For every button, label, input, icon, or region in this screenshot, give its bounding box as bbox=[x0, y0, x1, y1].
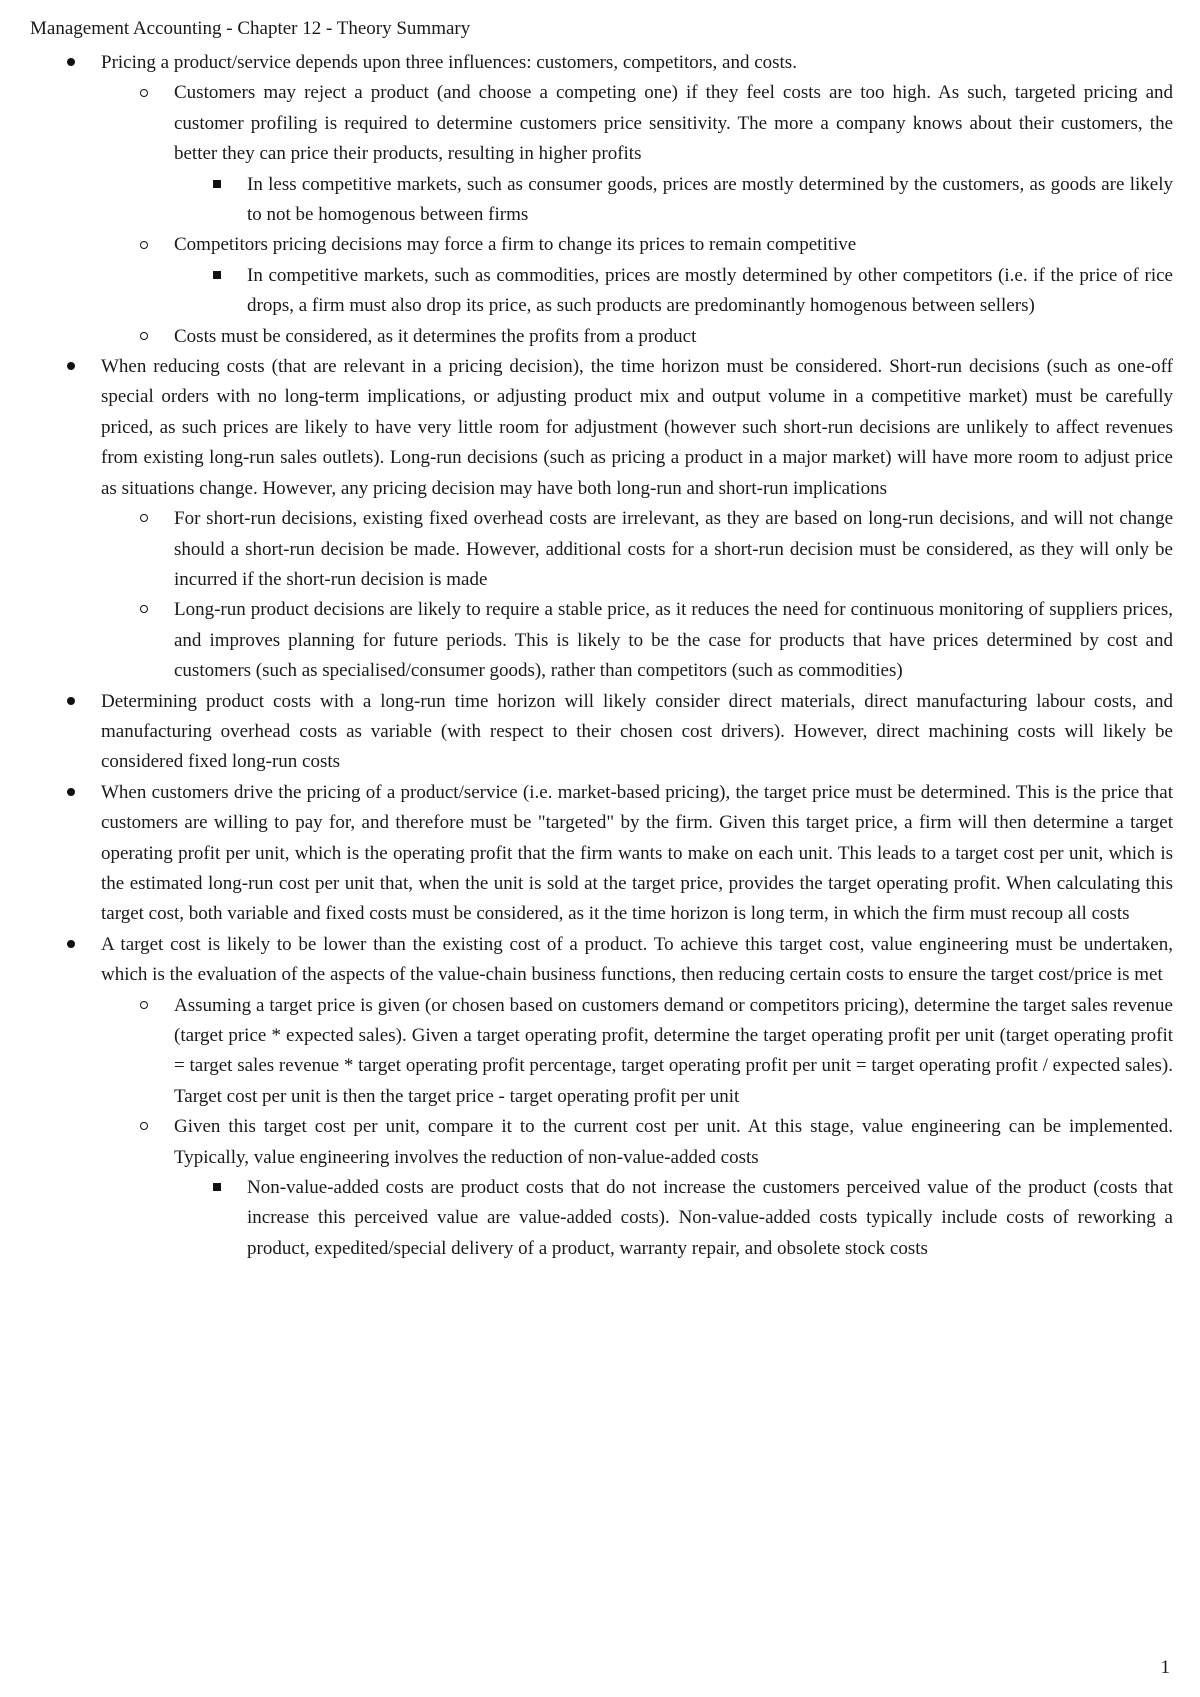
list-item bbox=[174, 322, 1173, 352]
document-title: Management Accounting - Chapter 12 - Theory Summary bbox=[30, 18, 471, 39]
list-item-text: Non-value-added costs are product costs that do not increase the customers perceived value of the product (costs that increase this perceived value are value-added costs). Non-value-added costs typically include costs of reworking a product, expedited/special delivery of a product, warranty repair, and obsolete stock costs bbox=[247, 1177, 1173, 1259]
bullet-circle-icon bbox=[140, 230, 148, 260]
bullet-circle-icon bbox=[140, 78, 148, 108]
list-item-text: Determining product costs with a long-run time horizon will likely consider direct materials, direct manufacturing labour costs, and manufacturing overhead costs as variable (with respect to their chosen cost drivers). However, direct machining costs will likely be considered fixed long-run costs bbox=[101, 690, 1173, 773]
list-item bbox=[174, 991, 1173, 1113]
list-item bbox=[101, 687, 1173, 778]
bullet-list bbox=[0, 48, 1200, 1264]
bullet-circle-icon bbox=[140, 595, 148, 625]
list-item bbox=[101, 352, 1173, 504]
list-item bbox=[174, 595, 1173, 686]
bullet-dot-icon bbox=[67, 930, 75, 960]
bullet-circle-icon bbox=[140, 1112, 148, 1142]
list-item bbox=[174, 78, 1173, 169]
list-item bbox=[247, 261, 1173, 322]
bullet-circle-icon bbox=[140, 504, 148, 534]
list-item-text: A target cost is likely to be lower than the existing cost of a product. To achieve this target cost, value engineering must be undertaken, which is the evaluation of the aspects of the value-chain business functions, then reducing certain costs to ensure the target cost/price is met bbox=[101, 933, 1173, 986]
bullet-square-icon bbox=[213, 170, 221, 200]
bullet-square-icon bbox=[213, 261, 221, 291]
list-item bbox=[101, 930, 1173, 991]
bullet-dot-icon bbox=[67, 778, 75, 808]
list-item bbox=[101, 48, 1173, 78]
list-item bbox=[174, 1112, 1173, 1173]
bullet-dot-icon bbox=[67, 352, 75, 382]
list-item-text: In less competitive markets, such as consumer goods, prices are mostly determined by the customers, as goods are likely to not be homogenous between firms bbox=[247, 173, 1173, 226]
bullet-dot-icon bbox=[67, 687, 75, 717]
list-item-text: Competitors pricing decisions may force a firm to change its prices to remain competitive bbox=[174, 234, 857, 256]
page-number: 1 bbox=[1160, 1657, 1170, 1678]
list-item bbox=[174, 504, 1173, 595]
list-item bbox=[247, 1173, 1173, 1264]
document-body bbox=[0, 48, 1200, 1264]
bullet-circle-icon bbox=[140, 991, 148, 1021]
list-item-text: Assuming a target price is given (or chosen based on customers demand or competitors pricing), determine the target sales revenue (target price * expected sales). Given a target operating profit, determine the target operating profit per unit (target operating profit = target sales revenue * target operating profit percentage, target operating profit per unit = target operating profit / expected sales). Target cost per unit is then the target price - target operating profit per unit bbox=[174, 994, 1173, 1107]
list-item-text: In competitive markets, such as commodities, prices are mostly determined by other competitors (i.e. if the price of rice drops, a firm must also drop its price, as such products are predominantly homogenous between sellers) bbox=[247, 264, 1173, 317]
list-item-text: Given this target cost per unit, compare it to the current cost per unit. At this stage, value engineering can be implemented. Typically, value engineering involves the reduction of non-value-added costs bbox=[174, 1116, 1173, 1168]
list-item bbox=[101, 778, 1173, 930]
list-item-text: Costs must be considered, as it determines the profits from a product bbox=[174, 325, 697, 347]
list-item-text: For short-run decisions, existing fixed overhead costs are irrelevant, as they are based on long-run decisions, and will not change should a short-run decision be made. However, additional costs for a short-run decision must be considered, as they will only be incurred if the short-run decision is made bbox=[174, 508, 1173, 590]
bullet-circle-icon bbox=[140, 322, 148, 352]
list-item-text: Customers may reject a product (and choose a competing one) if they feel costs are too high. As such, targeted pricing and customer profiling is required to determine customers price sensitivity. The more a company knows about their customers, the better they can price their products, resulting in higher profits bbox=[174, 82, 1173, 165]
list-item-text: When reducing costs (that are relevant in a pricing decision), the time horizon must be considered. Short-run decisions (such as one-off special orders with no long-term implications, or adjusting product mix and output volume in a competitive market) must be carefully priced, as such prices are likely to have very little room for adjustment (however such short-run decisions are unlikely to affect revenues from existing long-run sales outlets). Long-run decisions (such as pricing a product in a major market) will have more room to adjust price as situations change. However, any pricing decision may have both long-run and short-run implications bbox=[101, 356, 1173, 499]
list-item-text: Long-run product decisions are likely to require a stable price, as it reduces the need for continuous monitoring of suppliers prices, and improves planning for future periods. This is likely to be the case for products that have prices determined by cost and customers (such as specialised/consumer goods), rather than competitors (such as commodities) bbox=[174, 599, 1173, 682]
list-item bbox=[174, 230, 1173, 260]
list-item-text: When customers drive the pricing of a product/service (i.e. market-based pricing), the target price must be determined. This is the price that customers are willing to pay for, and therefore must be "targeted" by the firm. Given this target price, a firm will then determine a target operating profit per unit, which is the operating profit that the firm wants to make on each unit. This leads to a target cost per unit, which is the estimated long-run cost per unit that, when the unit is sold at the target price, provides the target operating profit. When calculating this target cost, both variable and fixed costs must be considered, as it the time horizon is long term, in which the firm must recoup all costs bbox=[101, 781, 1173, 925]
list-item-text: Pricing a product/service depends upon three influences: customers, competitors, and costs. bbox=[101, 52, 797, 73]
bullet-dot-icon bbox=[67, 48, 75, 78]
list-item bbox=[247, 170, 1173, 231]
bullet-square-icon bbox=[213, 1173, 221, 1203]
